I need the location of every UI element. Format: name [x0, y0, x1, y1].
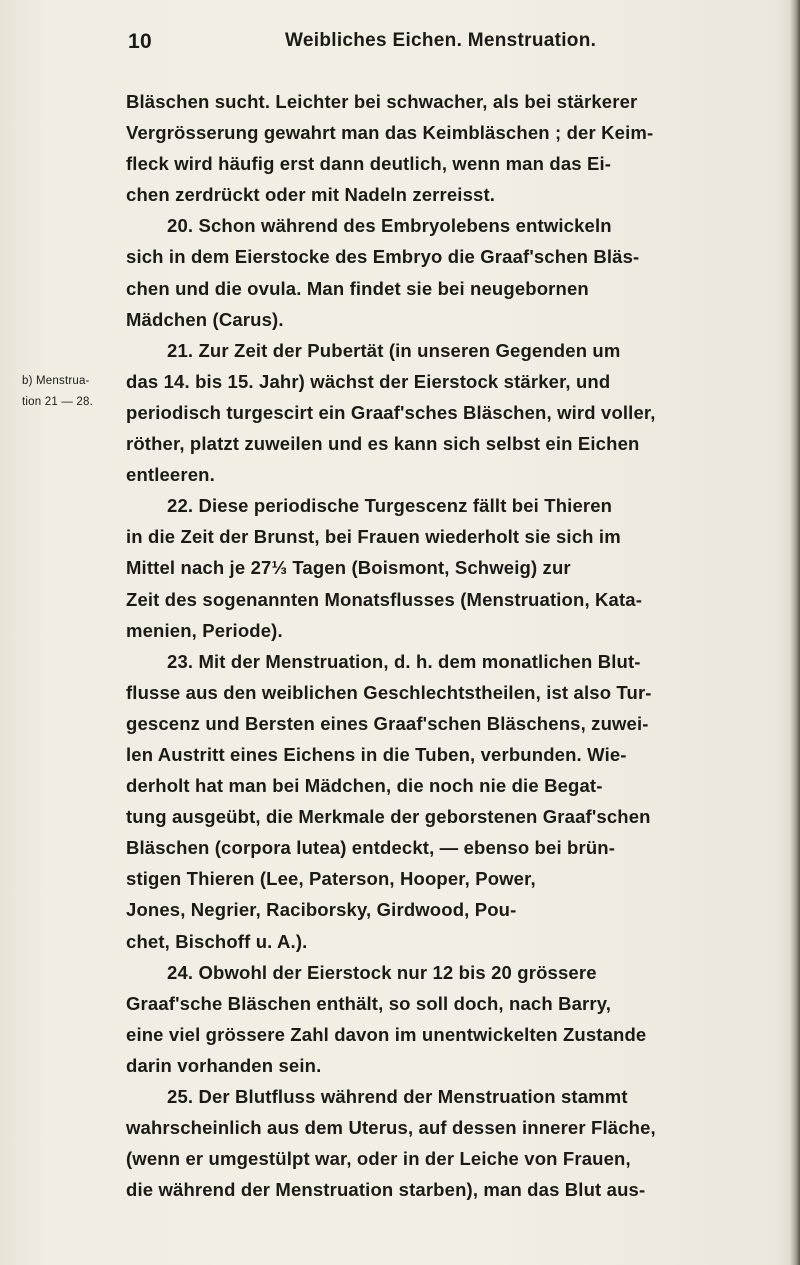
text-line: menien, Periode). [126, 619, 283, 641]
text-line: Jones, Negrier, Raciborsky, Girdwood, Pou- [126, 899, 517, 921]
text-line: chet, Bischoff u. A.). [126, 930, 308, 952]
text-line: Bläschen (corpora lutea) entdeckt, — ebenso bei brün- [126, 837, 616, 859]
text-line: Mädchen (Carus). [126, 308, 284, 330]
text-line: flusse aus den weiblichen Geschlechtstheilen, ist also Tur- [126, 681, 652, 703]
page-header [128, 30, 778, 60]
text-line: fleck wird häufig erst dann deutlich, wenn man das Ei- [126, 153, 612, 175]
text-line: eine viel grössere Zahl davon im unentwickelten Zustande [126, 1023, 647, 1045]
text-line: 20. Schon während des Embryolebens entwickeln [167, 215, 612, 237]
page-number: 10 [128, 30, 152, 53]
text-line: 24. Obwohl der Eierstock nur 12 bis 20 grössere [167, 961, 597, 983]
text-line: gescenz und Bersten eines Graaf'schen Bläschens, zuwei- [126, 712, 649, 734]
text-line: wahrscheinlich aus dem Uterus, auf dessen innerer Fläche, [126, 1117, 656, 1139]
text-line: 21. Zur Zeit der Pubertät (in unseren Gegenden um [167, 339, 621, 361]
text-line: periodisch turgescirt ein Graaf'sches Bläschen, wird voller, [126, 401, 656, 423]
running-title: Weibliches Eichen. Menstruation. [285, 30, 597, 51]
text-line: darin vorhanden sein. [126, 1054, 322, 1076]
text-line: die während der Menstruation starben), man das Blut aus- [126, 1179, 646, 1201]
text-line: chen und die ovula. Man findet sie bei neugebornen [126, 277, 589, 299]
text-line: Bläschen sucht. Leichter bei schwacher, als bei stärkerer [126, 91, 638, 112]
text-line: Graaf'sche Bläschen enthält, so soll doch, nach Barry, [126, 992, 612, 1014]
text-line: len Austritt eines Eichens in die Tuben, verbunden. Wie- [126, 743, 627, 765]
text-line: chen zerdrückt oder mit Nadeln zerreisst. [126, 184, 496, 206]
text-line: derholt hat man bei Mädchen, die noch nie die Begat- [126, 775, 603, 797]
text-line: das 14. bis 15. Jahr) wächst der Eierstock stärker, und [126, 370, 611, 392]
text-line: Vergrösserung gewahrt man das Keimbläschen ; der Keim- [126, 122, 654, 144]
margin-note-line: b) Menstrua- [22, 375, 90, 387]
body-text [126, 86, 800, 1205]
text-line: entleeren. [126, 464, 215, 486]
text-line: tung ausgeübt, die Merkmale der geborstenen Graaf'schen [126, 806, 651, 828]
text-line: Mittel nach je 27⅓ Tagen (Boismont, Schweig) zur [126, 557, 571, 579]
margin-note-line: tion 21 — 28. [22, 396, 94, 408]
margin-note [22, 371, 122, 413]
text-line: 25. Der Blutfluss während der Menstruation stammt [167, 1086, 628, 1107]
text-line: röther, platzt zuweilen und es kann sich selbst ein Eichen [126, 433, 640, 455]
text-line: (wenn er umgestülpt war, oder in der Leiche von Frauen, [126, 1148, 631, 1170]
text-line: in die Zeit der Brunst, bei Frauen wiederholt sie sich im [126, 526, 621, 548]
text-line: sich in dem Eierstocke des Embryo die Graaf'schen Bläs- [126, 246, 640, 268]
text-line: stigen Thieren (Lee, Paterson, Hooper, Power, [126, 868, 536, 890]
text-line: Zeit des sogenannten Monatsflusses (Menstruation, Kata- [126, 588, 643, 610]
text-line: 23. Mit der Menstruation, d. h. dem monatlichen Blut- [167, 650, 641, 672]
text-line: 22. Diese periodische Turgescenz fällt bei Thieren [167, 495, 613, 517]
